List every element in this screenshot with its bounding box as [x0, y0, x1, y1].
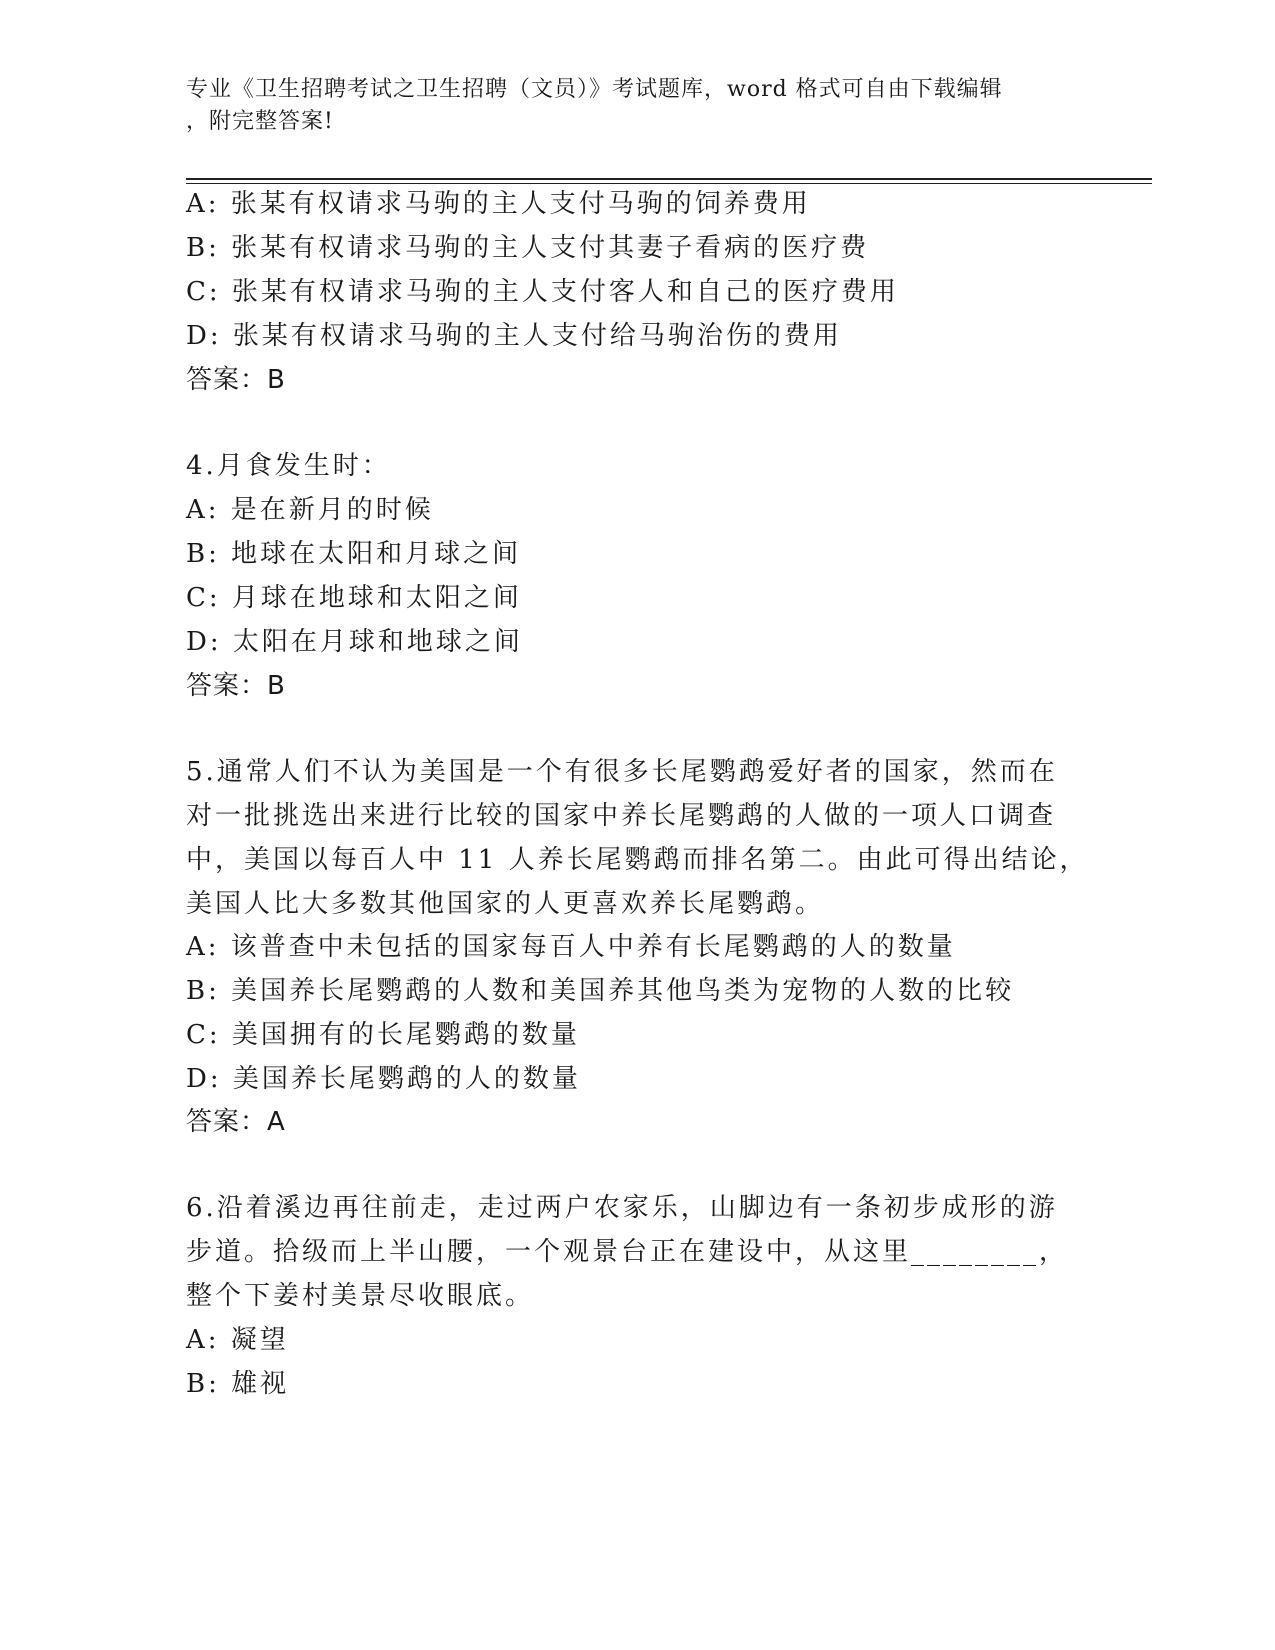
q3-option-b: B: 张某有权请求马驹的主人支付其妻子看病的医疗费	[186, 233, 870, 263]
q4-option-b: B: 地球在太阳和月球之间	[186, 539, 522, 569]
q3-option-c: C: 张某有权请求马驹的主人支付客人和自己的医疗费用	[186, 277, 899, 307]
q5-stem-line-3: 中，美国以每百人中 11 人养长尾鹦鹉而排名第二。由此可得出结论，	[186, 845, 1089, 875]
q5-option-a: A: 该普查中未包括的国家每百人中养有长尾鹦鹉的人的数量	[186, 932, 956, 962]
q6-option-a: A: 凝望	[186, 1325, 289, 1355]
q3-option-a: A: 张某有权请求马驹的主人支付马驹的饲养费用	[186, 189, 811, 219]
header-divider-thin	[186, 183, 1152, 184]
q6-stem-line-2: 步道。拾级而上半山腰，一个观景台正在建设中，从这里________，	[186, 1237, 1069, 1267]
header-line-1: 专业《卫生招聘考试之卫生招聘（文员）》考试题库，word 格式可自由下载编辑	[186, 77, 1003, 102]
document-header	[186, 74, 1066, 138]
q6-option-b: B: 雄视	[186, 1369, 290, 1399]
q5-option-c: C: 美国拥有的长尾鹦鹉的数量	[186, 1020, 580, 1050]
q3-option-d: D: 张某有权请求马驹的主人支付给马驹治伤的费用	[186, 321, 842, 351]
q6-stem-line-3: 整个下姜村美景尽收眼底。	[186, 1281, 535, 1311]
q4-stem: 4.月食发生时：	[186, 451, 391, 481]
q5-option-b: B: 美国养长尾鹦鹉的人数和美国养其他鸟类为宠物的人数的比较	[186, 976, 1015, 1006]
q5-option-d: D: 美国养长尾鹦鹉的人的数量	[186, 1064, 581, 1094]
q4-option-d: D: 太阳在月球和地球之间	[186, 627, 523, 657]
q6-stem-line-1: 6.沿着溪边再往前走，走过两户农家乐，山脚边有一条初步成形的游	[186, 1193, 1058, 1223]
q5-stem-line-2: 对一批挑选出来进行比较的国家中养长尾鹦鹉的人做的一项人口调查	[186, 801, 1057, 831]
q4-option-a: A: 是在新月的时候	[186, 495, 434, 525]
q5-answer: 答案：A	[186, 1107, 286, 1137]
header-line-2: ，附完整答案!	[186, 109, 334, 134]
q5-stem-line-4: 美国人比大多数其他国家的人更喜欢养长尾鹦鹉。	[186, 889, 825, 919]
q3-answer: 答案：B	[186, 365, 286, 395]
q5-stem-line-1: 5.通常人们不认为美国是一个有很多长尾鹦鹉爱好者的国家，然而在	[186, 757, 1058, 787]
q4-answer: 答案：B	[186, 671, 286, 701]
q4-option-c: C: 月球在地球和太阳之间	[186, 583, 522, 613]
header-divider-thick	[186, 178, 1152, 180]
